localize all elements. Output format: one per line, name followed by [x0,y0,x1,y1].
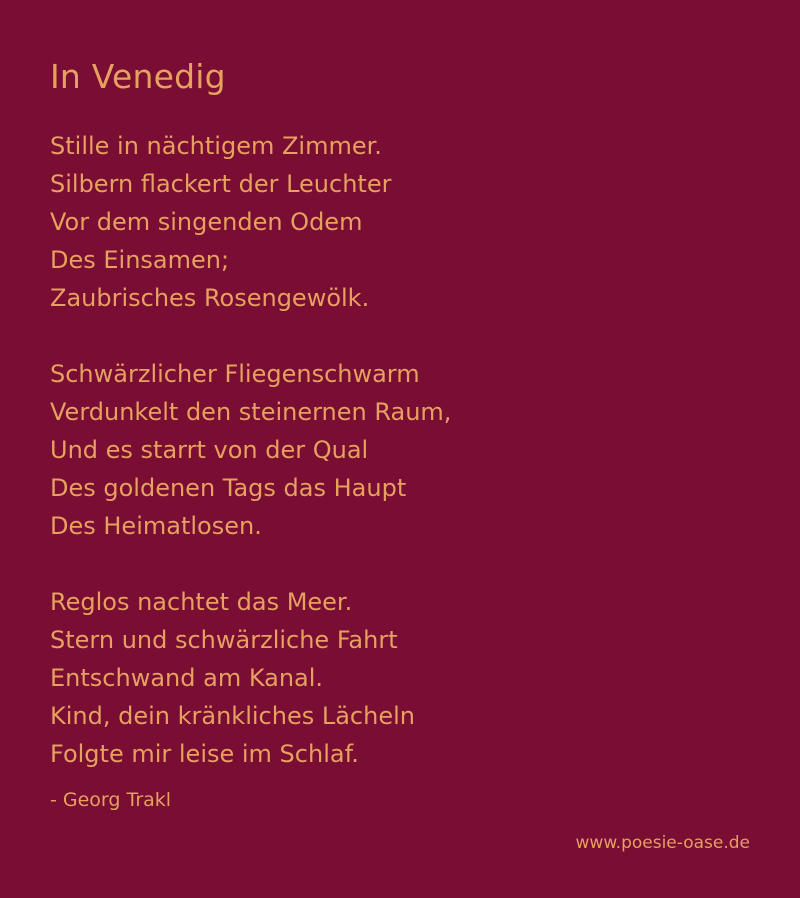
website-text: www.poesie-oase.de [575,833,750,853]
poem-line: Vor dem singenden Odem [50,208,363,236]
poem-line: Zaubrisches Rosengewölk. [50,284,370,312]
poem-line: Stern und schwärzliche Fahrt [50,626,398,654]
poem-line: Des Heimatlosen. [50,512,262,540]
poem-title: In Venedig [50,57,226,96]
poem-line: Und es starrt von der Qual [50,436,369,464]
poem-line: Des Einsamen; [50,246,230,274]
poem-line: Entschwand am Kanal. [50,664,324,692]
poem-line: Verdunkelt den steinernen Raum, [50,398,452,426]
poem-line: Schwärzlicher Fliegenschwarm [50,360,420,388]
poem-stanza [50,355,750,545]
poem-line: Stille in nächtigem Zimmer. [50,132,382,160]
poem-line: Silbern flackert der Leuchter [50,170,392,198]
poem-body [50,127,750,773]
poem-author: - Georg Trakl [50,789,172,811]
poem-line: Reglos nachtet das Meer. [50,588,353,616]
poem-stanza [50,127,750,317]
poem-line: Des goldenen Tags das Haupt [50,474,407,502]
poem-stanza [50,583,750,773]
poem-line: Folgte mir leise im Schlaf. [50,740,359,768]
poem-line: Kind, dein kränkliches Lächeln [50,702,415,730]
